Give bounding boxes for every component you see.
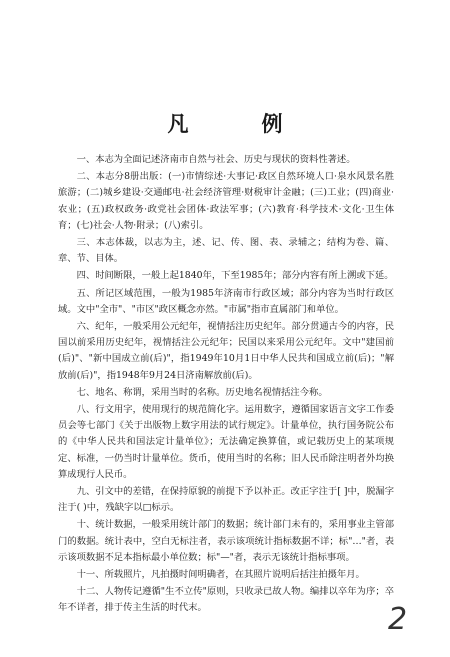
page-number: 2	[388, 602, 408, 637]
page-title: 凡 例	[167, 111, 309, 136]
paragraph-1: 一、本志为全面记述济南市自然与社会、历史与现状的资料性著述。	[76, 154, 356, 165]
paragraph-2: 二、本志分8册出版：(一)市情综述·大事记·政区自然环境人口·泉水风景名胜旅游；(二)城乡建设·交通邮电·社会经济管理·财税审计金融；(三)工业；(四)商业·农业；(五)政权政务·政党社会团体·政法军事；(六)教育·科学技术·文化·卫生体育；(七)社会·人物·附录；(八)索引。	[58, 171, 394, 231]
paragraph-12: 十二、人物传记遵循"生不立传"原则，只收录已故人物。编排以卒年为序；卒年不详者，排于传主生活的时代末。	[58, 586, 394, 614]
paragraph-3: 三、本志体裁，以志为主，述、记、传、图、表、录辅之；结构为卷、篇、章、节、目体。	[58, 237, 394, 265]
paragraph-6: 六、纪年，一般采用公元纪年，视情括注历史纪年。部分贯通古今的内容，民国以前采用历史纪年，视情括注公元纪年；民国以来采用公元纪年。文中"建国前(后)"、"新中国成立前(后)"，指1949年10月1日中华人民共和国成立前(后)；"解放前(后)"，指1948年9月24日济南解放前(后)。	[58, 321, 394, 381]
guidelines-body	[58, 152, 394, 618]
paragraph-7: 七、地名、称谓，采用当时的名称。历史地名视情括注今称。	[76, 386, 328, 398]
paragraph-10: 十、统计数据，一般采用统计部门的数据；统计部门未有的，采用事业主管部门的数据。统计表中，空白无标注者，表示该项统计指标数据不详；标"…"者，表示该项数据不足本指标最小单位数；标"—"者，表示无该统计指标事项。	[58, 519, 394, 563]
paragraph-5: 五、所记区域范围，一般为1985年济南市行政区域；部分内容为当时行政区域。文中"全市"、"市区"政区概念亦然。"市属"指市直属部门和单位。	[58, 287, 394, 315]
paragraph-9: 九、引文中的差错，在保持原貌的前提下予以补正。改正字注于[ ]中，脱漏字注于( )中，残缺字以□标示。	[58, 486, 394, 514]
paragraph-8: 八、行文用字，使用现行的规范简化字。运用数字，遵循国家语言文字工作委员会等七部门《关于出版物上数字用法的试行规定》。计量单位，执行国务院公布的《中华人民共和国法定计量单位》；无法确定换算值，或记载历史上的某项规定、标准，一仍当时计量单位。货币，使用当时的名称；旧人民币除注明者外均换算成现行人民币。	[58, 404, 394, 480]
paragraph-4: 四、时间断限，一般上起1840年，下至1985年；部分内容有所上溯或下延。	[76, 270, 394, 282]
paragraph-11: 十一、所载照片，凡拍摄时间明确者，在其照片说明后括注拍摄年月。	[76, 569, 365, 581]
